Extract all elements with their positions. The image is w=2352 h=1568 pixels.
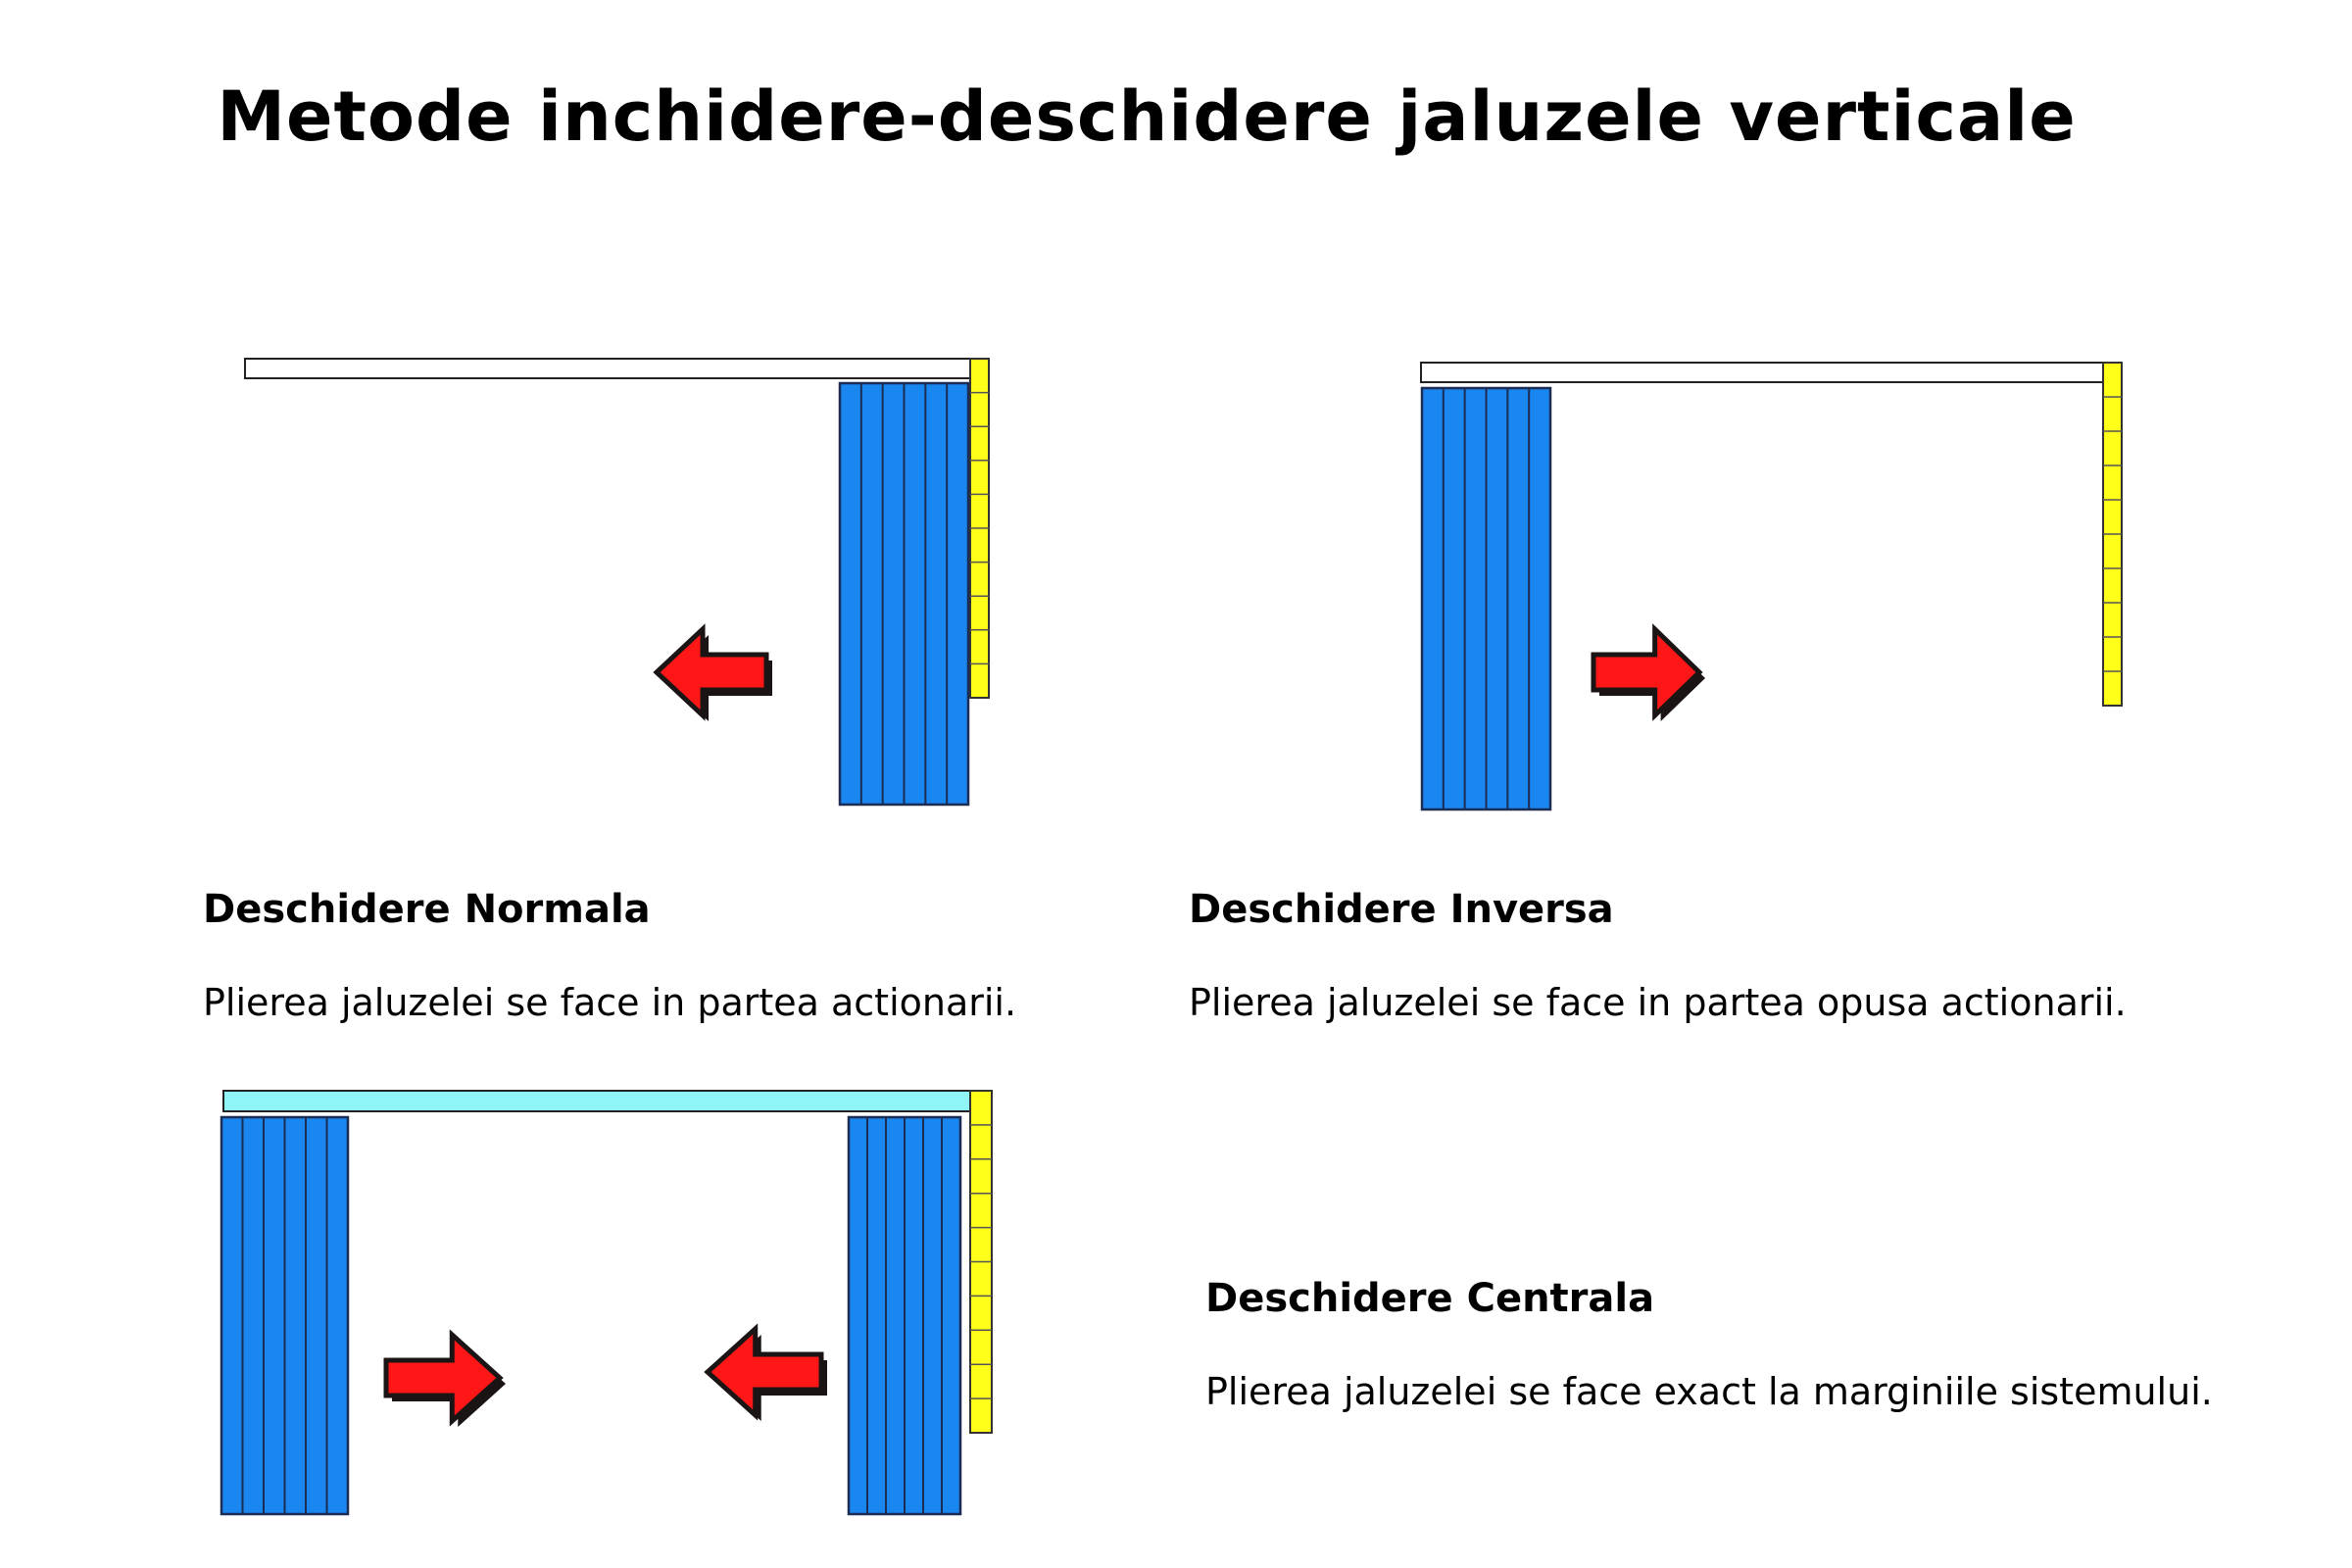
diagram-inversa	[1421, 363, 2122, 809]
description-normala: Plierea jaluzelei se face in partea actionarii.	[203, 981, 1017, 1024]
arrow-left-icon	[708, 1329, 821, 1415]
heading-inversa: Deschidere Inversa	[1189, 887, 1614, 932]
slat-stack	[840, 383, 968, 805]
arrow-right-icon	[386, 1335, 500, 1421]
headrail	[223, 1091, 970, 1111]
headrail	[245, 359, 972, 378]
headrail	[1421, 363, 2105, 382]
diagram-normala	[245, 359, 989, 805]
control-chain	[2103, 363, 2122, 706]
heading-normala: Deschidere Normala	[203, 887, 651, 932]
heading-centrala: Deschidere Centrala	[1205, 1276, 1655, 1321]
control-chain	[970, 359, 989, 698]
page-title: Metode inchidere-deschidere jaluzele verticale	[217, 76, 2077, 157]
description-centrala: Plierea jaluzelei se face exact la marginiile sistemului.	[1205, 1370, 2213, 1413]
diagram-centrala	[221, 1091, 992, 1514]
arrow-right-icon	[1593, 629, 1699, 715]
arrow-left-icon	[657, 629, 766, 715]
control-chain	[970, 1091, 992, 1433]
description-inversa: Plierea jaluzelei se face in partea opusa actionarii.	[1189, 981, 2127, 1024]
slat-stack-right	[849, 1117, 960, 1514]
slat-stack-left	[221, 1117, 348, 1514]
slat-stack	[1422, 388, 1550, 809]
